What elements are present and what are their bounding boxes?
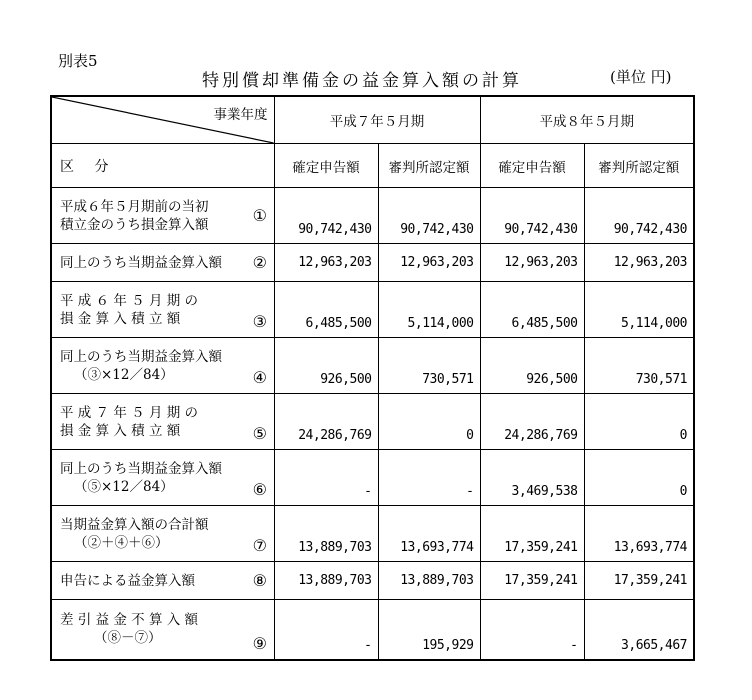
row-mark: ⑤ xyxy=(246,394,274,450)
cell-value: - xyxy=(274,600,378,660)
cell-value: 13,693,774 xyxy=(584,506,694,562)
cell-value: 926,500 xyxy=(274,338,378,394)
cell-value: 24,286,769 xyxy=(480,394,584,450)
row-label: 同上のうち当期益金算入額 （③×12／84） xyxy=(51,338,246,394)
cell-value: 90,742,430 xyxy=(584,188,694,244)
cell-value: 0 xyxy=(378,394,480,450)
cell-value: 90,742,430 xyxy=(480,188,584,244)
header-col-kakutei-2: 確定申告額 xyxy=(480,144,584,188)
table-row xyxy=(51,562,694,600)
cell-value: 90,742,430 xyxy=(378,188,480,244)
cell-value: - xyxy=(480,600,584,660)
row-label: 同上のうち当期益金算入額 （⑤×12／84） xyxy=(51,450,246,506)
header-period2: 平成８年５月期 xyxy=(480,96,694,144)
cell-value: 17,359,241 xyxy=(480,562,584,600)
cell-value: 730,571 xyxy=(378,338,480,394)
cell-value: 3,469,538 xyxy=(480,450,584,506)
cell-value: 12,963,203 xyxy=(584,244,694,282)
row-label: 同上のうち当期益金算入額 xyxy=(51,244,246,282)
header-col-kakutei-1: 確定申告額 xyxy=(274,144,378,188)
cell-value: 13,889,703 xyxy=(378,562,480,600)
cell-value: 926,500 xyxy=(480,338,584,394)
cell-value: - xyxy=(378,450,480,506)
table-row xyxy=(51,450,694,506)
row-label: 平成６年５月期前の当初 積立金のうち損金算入額 xyxy=(51,188,246,244)
row-label: 差 引 益 金 不 算 入 額 （⑧－⑦） xyxy=(51,600,246,660)
row-label: 当期益金算入額の合計額 （②＋④＋⑥） xyxy=(51,506,246,562)
table-row xyxy=(51,394,694,450)
row-mark: ④ xyxy=(246,338,274,394)
cell-value: 17,359,241 xyxy=(480,506,584,562)
unit-label: (単位 円) xyxy=(610,68,672,86)
cell-value: 13,693,774 xyxy=(378,506,480,562)
header-period1: 平成７年５月期 xyxy=(274,96,480,144)
cell-value: 13,889,703 xyxy=(274,506,378,562)
cell-value: 5,114,000 xyxy=(584,282,694,338)
page-title: 特別償却準備金の益金算入額の計算 xyxy=(202,71,522,91)
cell-value: 0 xyxy=(584,394,694,450)
cell-value: 17,359,241 xyxy=(584,562,694,600)
table-row xyxy=(51,600,694,660)
cell-value: 3,665,467 xyxy=(584,600,694,660)
table-row xyxy=(51,338,694,394)
row-label: 平 成 ７ 年 ５ 月 期 の 損 金 算 入 積 立 額 xyxy=(51,394,246,450)
calculation-table xyxy=(50,95,695,661)
table-row xyxy=(51,506,694,562)
header-year-label: 事業年度 xyxy=(213,107,268,123)
cell-value: 0 xyxy=(584,450,694,506)
row-mark: ② xyxy=(246,244,274,282)
row-mark: ⑦ xyxy=(246,506,274,562)
appendix-label: 別表5 xyxy=(58,52,98,70)
header-kubun: 区 分 xyxy=(51,144,274,188)
header-diagonal-cell xyxy=(51,96,274,144)
row-mark: ⑨ xyxy=(246,600,274,660)
cell-value: 90,742,430 xyxy=(274,188,378,244)
table-row xyxy=(51,244,694,282)
cell-value: 5,114,000 xyxy=(378,282,480,338)
cell-value: 195,929 xyxy=(378,600,480,660)
cell-value: 12,963,203 xyxy=(274,244,378,282)
cell-value: 730,571 xyxy=(584,338,694,394)
cell-value: - xyxy=(274,450,378,506)
header-col-shinpan-1: 審判所認定額 xyxy=(378,144,480,188)
cell-value: 24,286,769 xyxy=(274,394,378,450)
row-mark: ⑧ xyxy=(246,562,274,600)
row-mark: ① xyxy=(246,188,274,244)
cell-value: 13,889,703 xyxy=(274,562,378,600)
row-label: 平 成 ６ 年 ５ 月 期 の 損 金 算 入 積 立 額 xyxy=(51,282,246,338)
table-row xyxy=(51,282,694,338)
header-col-shinpan-2: 審判所認定額 xyxy=(584,144,694,188)
row-label: 申告による益金算入額 xyxy=(51,562,246,600)
cell-value: 6,485,500 xyxy=(480,282,584,338)
cell-value: 12,963,203 xyxy=(480,244,584,282)
row-mark: ⑥ xyxy=(246,450,274,506)
cell-value: 6,485,500 xyxy=(274,282,378,338)
row-mark: ③ xyxy=(246,282,274,338)
table-row xyxy=(51,188,694,244)
cell-value: 12,963,203 xyxy=(378,244,480,282)
